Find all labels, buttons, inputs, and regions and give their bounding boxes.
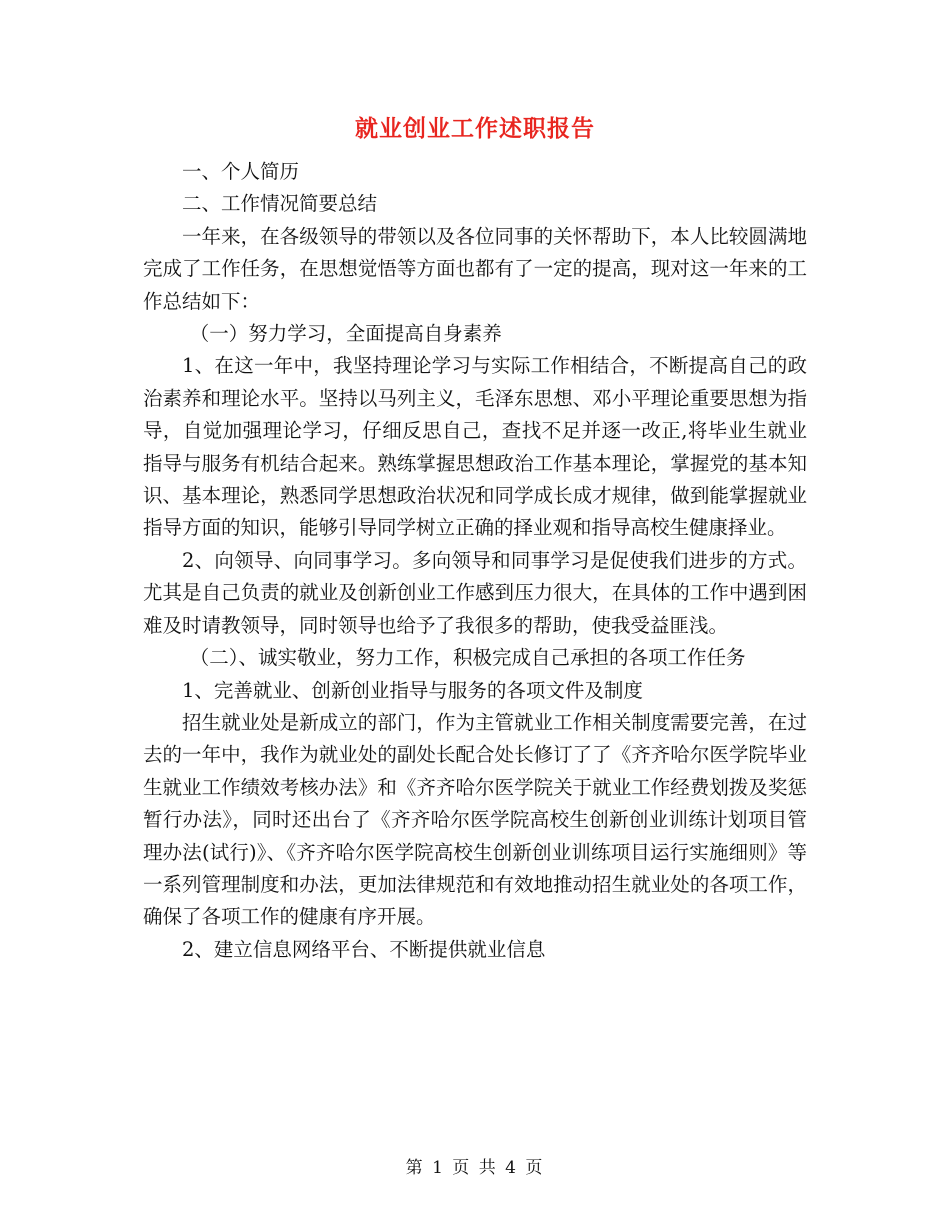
document-body (143, 156, 807, 966)
work-item-1-heading: 1、完善就业、创新创业指导与服务的各项文件及制度 (182, 678, 643, 702)
page-number-footer: 第 1 页 共 4 页 (405, 1158, 545, 1178)
section-heading-resume: 一、个人简历 (182, 160, 300, 183)
subsection-heading-work: （二）、诚实敬业，努力工作，积极完成自己承担的各项工作任务 (189, 646, 746, 670)
subsection-heading-study: （一）努力学习，全面提高自身素养 (189, 322, 502, 346)
intro-paragraph: 一年来，在各级领导的带领以及各位同事的关怀帮助下，本人比较圆满地完成了工作任务，在思想觉悟等方面也都有了一定的提高，现对这一年来的工作总结如下： (143, 224, 807, 313)
work-item-2-heading: 2、建立信息网络平台、不断提供就业信息 (182, 937, 546, 961)
study-paragraph-2: 2、向领导、向同事学习。多向领导和同事学习是促使我们进步的方式。尤其是自己负责的就业及创新创业工作感到压力很大，在具体的工作中遇到困难及时请教领导，同时领导也给予了我很多的帮助，使我受益匪浅。 (143, 548, 807, 637)
document-title: 就业创业工作述职报告 (355, 116, 595, 142)
work-item-1-paragraph: 招生就业处是新成立的部门，作为主管就业工作相关制度需要完善，在过去的一年中，我作为就业处的副处长配合处长修订了了《齐齐哈尔医学院毕业生就业工作绩效考核办法》和《齐齐哈尔医学院关于就业工作经费划拨及奖惩暂行办法》，同时还出台了《齐齐哈尔医学院高校生创新创业训练计划项目管理办法(试行)》、《齐齐哈尔医学院高校生创新创业训练项目运行实施细则》等一系列管理制度和办法，更加法律规范和有效地推动招生就业处的各项工作，确保了各项工作的健康有序开展。 (143, 710, 807, 929)
study-paragraph-1: 1、在这一年中，我坚持理论学习与实际工作相结合，不断提高自己的政治素养和理论水平。坚持以马列主义，毛泽东思想、邓小平理论重要思想为指导，自觉加强理论学习，仔细反思自己，查找不足并逐一改正,将毕业生就业指导与服务有机结合起来。熟练掌握思想政治工作基本理论，掌握党的基本知识、基本理论，熟悉同学思想政治状况和同学成长成才规律，做到能掌握就业指导方面的知识，能够引导同学树立正确的择业观和指导高校生健康择业。 (143, 354, 807, 540)
section-heading-summary: 二、工作情况简要总结 (182, 192, 378, 216)
